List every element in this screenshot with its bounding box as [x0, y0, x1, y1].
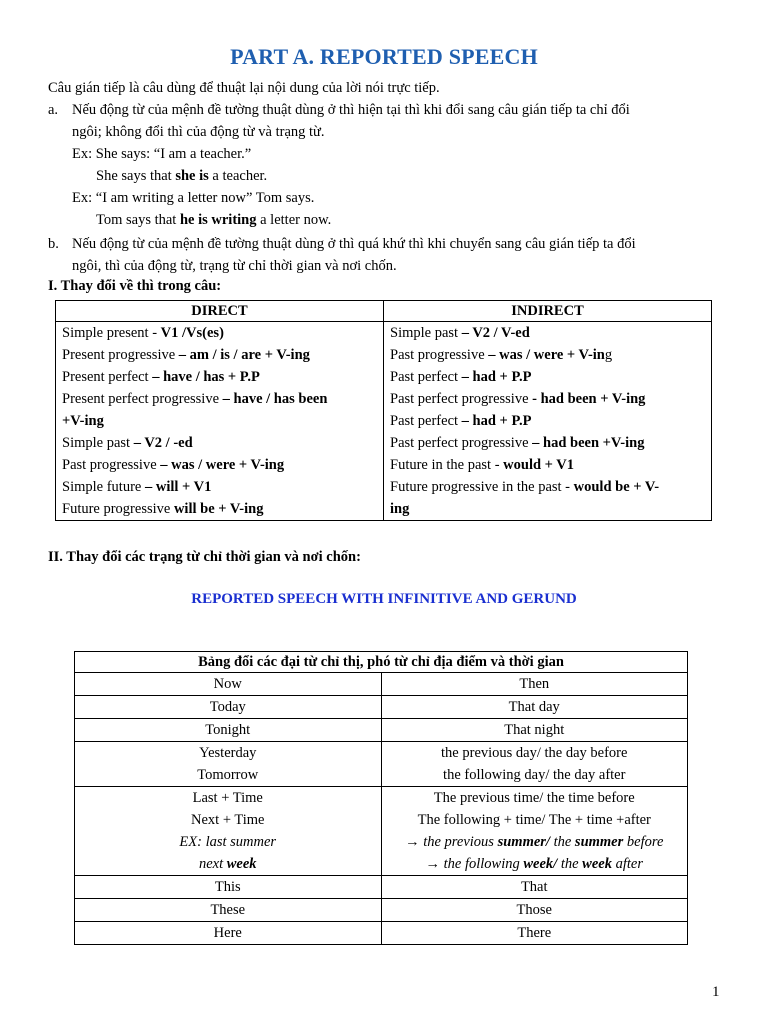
rule-a-marker: a. [48, 102, 59, 118]
table-row [75, 673, 688, 696]
indirect-row [390, 366, 711, 388]
adverb-table-header: Bảng đổi các đại từ chỉ thị, phó từ chỉ địa điểm và thời gian [75, 652, 688, 673]
page-title: PART A. REPORTED SPEECH [230, 44, 538, 69]
tense-table [55, 300, 712, 521]
example-quote: She says: “I am a teacher.” [95, 146, 252, 162]
cell-text: the following day/ the day after [443, 767, 626, 783]
tense-formula: would + V1 [503, 457, 575, 473]
rule-b-line1: Nếu động từ của mệnh đề tường thuật dùng ở thì quá khứ thì khi chuyển sang câu gián tiếp ta đổi [72, 236, 636, 252]
section-1-heading: I. Thay đổi về thì trong câu: [48, 278, 222, 294]
tense-name: Present perfect [62, 369, 153, 385]
example-prefix: Ex: [72, 190, 96, 206]
result-text: a teacher. [208, 168, 268, 184]
tense-formula: – V2 / V-ed [461, 325, 530, 341]
cell-text: Next + Time [191, 812, 265, 828]
example-quote: “I am writing a letter now” Tom says. [95, 190, 315, 206]
direct-row [62, 366, 383, 388]
rule-a-line2: ngôi; không đổi thì của động từ và trạng từ. [72, 124, 325, 140]
direct-cell [75, 922, 382, 945]
arrow-icon: → [405, 834, 420, 850]
tense-name: Past progressive [390, 347, 489, 363]
indirect-column [384, 322, 712, 521]
direct-cell [75, 742, 382, 787]
cell-text: the previous day/ the day before [441, 745, 628, 761]
rule-a-example2 [72, 187, 314, 209]
tense-formula: – V2 / -ed [133, 435, 193, 451]
example-part: the [557, 856, 583, 872]
tense-formula: ing [390, 501, 410, 517]
rule-b-marker: b. [48, 236, 59, 252]
example-text [382, 831, 688, 853]
tense-name: Past progressive [62, 457, 161, 473]
tense-name: Future progressive in the past - [390, 479, 574, 495]
cell-text: Then [519, 676, 550, 692]
direct-row [62, 432, 383, 454]
tense-formula: - had been + V-ing [532, 391, 646, 407]
page-number: 1 [712, 984, 720, 1000]
example-part: before [623, 834, 664, 850]
table-row [75, 922, 688, 945]
direct-cell [75, 787, 382, 876]
example-keyword: week/ [523, 856, 558, 872]
table-row [75, 899, 688, 922]
rule-a-example2-result [96, 209, 331, 231]
reported-cell [381, 719, 688, 742]
indirect-row [390, 454, 711, 476]
tense-name: Past perfect progressive [390, 435, 533, 451]
direct-cell [75, 696, 382, 719]
tense-formula: – was / were + V-ing [160, 457, 285, 473]
tense-name: Present perfect progressive [62, 391, 223, 407]
cell-text: Last + Time [192, 790, 263, 806]
example-keyword: summer/ [497, 834, 550, 850]
cell-text: There [517, 925, 552, 941]
rule-a-example1 [72, 143, 251, 165]
cell-text: This [214, 879, 241, 895]
cell-text: The following + time/ The + time +after [417, 812, 651, 828]
cell-text: That day [508, 699, 560, 715]
result-text: Tom says that [96, 212, 180, 228]
tense-name: Past perfect [390, 413, 462, 429]
example-part: next [198, 856, 227, 872]
example-part: after [611, 856, 643, 872]
indirect-row [390, 344, 711, 366]
reported-cell [381, 696, 688, 719]
reported-cell [381, 673, 688, 696]
cell-text: Tomorrow [197, 767, 259, 783]
adverb-change-table [74, 651, 688, 945]
tense-name: Future progressive [62, 501, 174, 517]
tense-formula: V1 /Vs(es) [160, 325, 224, 341]
tense-name: Simple present - [62, 325, 161, 341]
direct-row [62, 476, 383, 498]
rule-b-line2: ngôi, thì của động từ, trạng từ chỉ thời gian và nơi chốn. [72, 258, 397, 274]
indirect-row [390, 410, 711, 432]
result-highlight: she is [175, 168, 209, 184]
indirect-row [390, 498, 711, 520]
arrow-icon: → [425, 856, 440, 872]
example-keyword: summer [574, 834, 624, 850]
example-part: the [549, 834, 575, 850]
tense-header-indirect: INDIRECT [384, 301, 712, 322]
example-keyword: week [582, 856, 612, 872]
direct-row [62, 454, 383, 476]
example-text [75, 853, 381, 875]
tense-name: Present progressive [62, 347, 179, 363]
cell-text: Today [209, 699, 246, 715]
table-row [75, 787, 688, 876]
tense-name: Simple past [390, 325, 462, 341]
reported-cell [381, 742, 688, 787]
tense-formula: – had + P.P [461, 369, 532, 385]
tense-name: Simple past [62, 435, 134, 451]
direct-row [62, 388, 383, 410]
tense-formula: – will + V1 [144, 479, 212, 495]
intro-text: Câu gián tiếp là câu dùng để thuật lại nội dung của lời nói trực tiếp. [48, 80, 440, 96]
tense-formula: – am / is / are + V-ing [178, 347, 310, 363]
table-row [75, 742, 688, 787]
table-row [75, 719, 688, 742]
example-text: EX: last summer [179, 834, 277, 850]
cell-text: These [210, 902, 246, 918]
tense-name: Simple future [62, 479, 145, 495]
tense-formula: – have / has been [222, 391, 328, 407]
direct-cell [75, 899, 382, 922]
reported-cell [381, 899, 688, 922]
cell-text: Tonight [205, 722, 251, 738]
rule-a-example1-result [96, 165, 267, 187]
tense-name: Future in the past - [390, 457, 504, 473]
example-keyword: week [226, 856, 257, 872]
direct-cell [75, 673, 382, 696]
result-text: a letter now. [256, 212, 332, 228]
reported-cell [381, 876, 688, 899]
direct-cell [75, 876, 382, 899]
result-text: She says that [96, 168, 176, 184]
cell-text: Those [516, 902, 552, 918]
example-part: the following [440, 856, 524, 872]
direct-row [62, 410, 383, 432]
cell-text: Now [213, 676, 242, 692]
tense-name: Past perfect progressive [390, 391, 533, 407]
indirect-row [390, 322, 711, 344]
cell-text: That night [504, 722, 565, 738]
example-prefix: Ex: [72, 146, 96, 162]
cell-text: The previous time/ the time before [433, 790, 635, 806]
reported-cell [381, 787, 688, 876]
tense-formula: +V-ing [62, 413, 104, 429]
tense-header-direct: DIRECT [56, 301, 384, 322]
tense-formula: – had + P.P [461, 413, 532, 429]
direct-row [62, 498, 383, 520]
tense-formula: – have / has + P.P [152, 369, 260, 385]
tense-formula: will be + V-ing [173, 501, 264, 517]
table-row [75, 876, 688, 899]
cell-text: That [520, 879, 548, 895]
indirect-row [390, 432, 711, 454]
example-text [382, 853, 688, 875]
indirect-row [390, 476, 711, 498]
rule-a-line1: Nếu động từ của mệnh đề tường thuật dùng ở thì hiện tại thì khi đổi sang câu gián tiếp ta chỉ đổi [72, 102, 630, 118]
tense-formula: would be + V- [573, 479, 660, 495]
direct-row [62, 344, 383, 366]
indirect-row [390, 388, 711, 410]
reported-cell [381, 922, 688, 945]
cell-text: Yesterday [199, 745, 257, 761]
example-part: the previous [419, 834, 498, 850]
section-2-heading: II. Thay đổi các trạng từ chỉ thời gian và nơi chốn: [48, 549, 361, 565]
tense-formula: – was / were + V-in [488, 347, 605, 363]
table-row [75, 696, 688, 719]
tense-formula: – had been +V-ing [532, 435, 645, 451]
direct-column [56, 322, 384, 521]
tense-name: Past perfect [390, 369, 462, 385]
infinitive-gerund-heading: REPORTED SPEECH WITH INFINITIVE AND GERUND [191, 591, 577, 607]
result-highlight: he is writing [179, 212, 257, 228]
direct-cell [75, 719, 382, 742]
direct-row [62, 322, 383, 344]
tense-tail: g [604, 347, 613, 363]
cell-text: Here [213, 925, 242, 941]
